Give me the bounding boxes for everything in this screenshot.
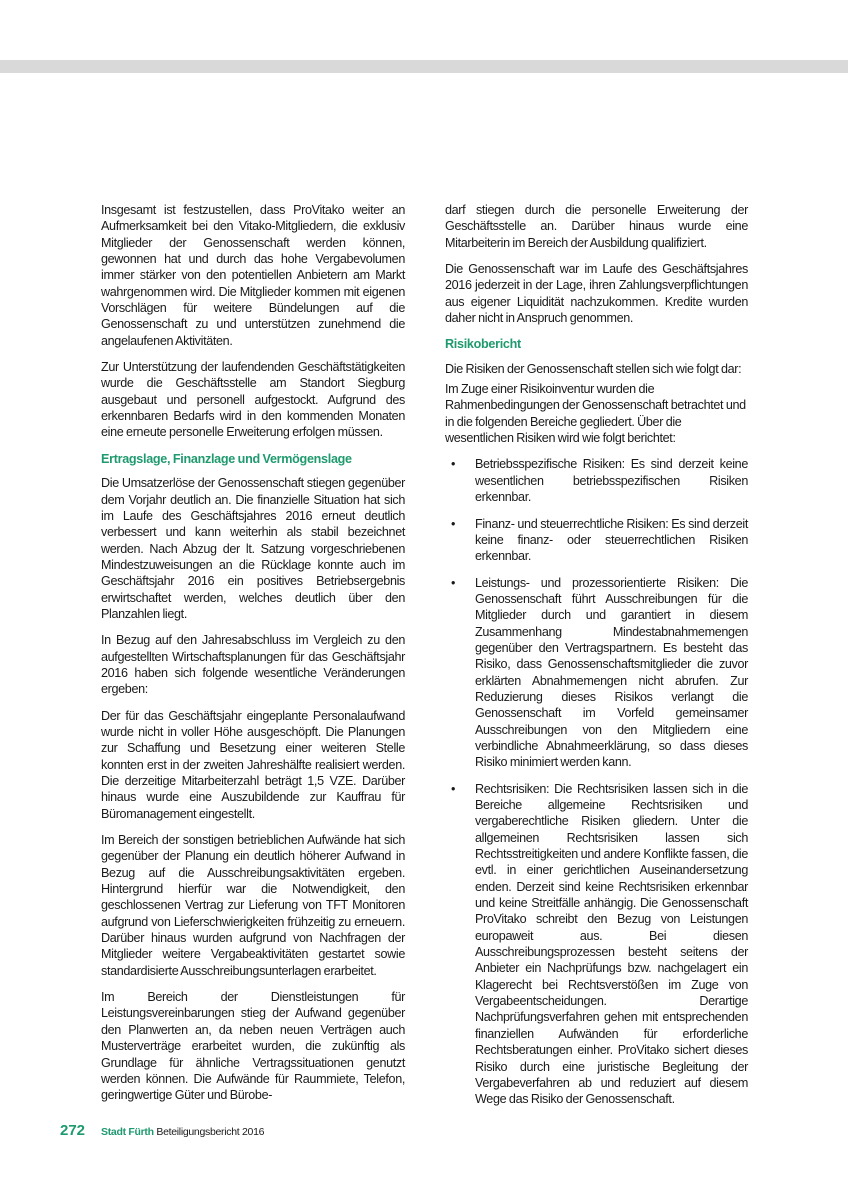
paragraph: In Bezug auf den Jahresabschluss im Vergleich zu den aufgestellten Wirtschaftsplanungen für das Geschäftsjahr 2016 haben sich folgende wesentliche Veränderungen ergeben: <box>101 633 405 697</box>
left-column <box>101 202 405 1114</box>
paragraph: Insgesamt ist festzustellen, dass ProVitako weiter an Aufmerksamkeit bei den Vitako-Mitgliedern, die exklusiv Mitglieder der Genossenschaft werden können, gewonnen hat und durch das hohe Vergabevolumen immer stärker von den potentiellen Anbietern am Markt wahrgenommen wird. Die Mitglieder kommen mit eigenen Vorschlägen für weitere Bündelungen auf die Genossenschaft zu und unterstützen zunehmend die angelaufenen Aktivitäten. <box>101 203 405 348</box>
list-item <box>445 456 748 505</box>
bullet-icon: • <box>451 516 456 531</box>
list-item <box>445 781 748 1108</box>
bullet-icon: • <box>451 575 456 590</box>
paragraph: Im Bereich der Dienstleistungen für Leistungsvereinbarungen stieg der Aufwand gegenüber den Planwerten an, da neben neuen Verträgen auch Musterverträge erarbeitet wurden, die zukünftig als Grundlage für ähnliche Vertragssituationen genutzt werden können. Die Aufwände für Raummiete, Telefon, geringwertige Güter und Bürobe- <box>101 990 405 1103</box>
footer-title <box>101 1126 264 1138</box>
page-number: 272 <box>60 1122 86 1139</box>
list-item-text: Rechtsrisiken: Die Rechtsrisiken lassen sich in die Bereiche allgemeine Rechtsrisiken und vergaberechtliche Risiken gliedern. Unter die allgemeinen Rechtsrisiken lassen sich Rechtsstreitigkeiten und andere Konflikte fassen, die evtl. in einer gerichtlichen Auseinandersetzung enden. Derzeit sind keine Rechtsrisiken erkennbar und keine Streitfälle anhängig. Die Genossenschaft ProVitako schreibt den Bezug von Leistungen europaweit aus. Bei diesen Ausschreibungsprozessen besteht seitens der Anbieter ein Nachprüfungs bzw. nachgelagert ein Klagerecht bei Rechtsverstößen im Zuge von Vergabeentscheidungen. Derartige Nachprüfungsverfahren gehen mit entsprechenden finanziellen Aufwänden für erforderliche Rechtsberatungen einher. ProVitako sichert dieses Risiko durch eine juristische Begleitung der Vergabeverfahren ab und reduziert auf diesem Wege das Risiko der Genossenschaft. <box>475 781 748 1107</box>
footer-brand: Stadt Fürth <box>101 1126 154 1138</box>
paragraph: Zur Unterstützung der laufendenden Geschäftstätigkeiten wurde die Geschäftsstelle am Standort Siegburg ausgebaut und personell aufgestockt. Aufgrund des erkennbaren Bedarfs wird in den kommenden Monaten eine erneute personelle Erweiterung erfolgen müssen. <box>101 360 405 440</box>
paragraph: Im Zuge einer Risikoinventur wurden die Rahmenbedingungen der Genossenschaft betrachtet und in die folgenden Bereiche gegliedert. Über die wesentlichen Risiken wird wie folgt berichtet: <box>445 382 746 446</box>
paragraph: darf stiegen durch die personelle Erweiterung der Geschäftsstelle an. Darüber hinaus wurde eine Mitarbeiterin im Bereich der Ausbildung qualifiziert. <box>445 203 748 250</box>
paragraph: Die Risiken der Genossenschaft stellen sich wie folgt dar: <box>445 361 742 376</box>
footer-report-title: Beteiligungsbericht 2016 <box>156 1126 265 1138</box>
paragraph: Der für das Geschäftsjahr eingeplante Personalaufwand wurde nicht in voller Höhe ausgeschöpft. Die Planungen zur Schaffung und Besetzung einer weiteren Stelle konnten erst in der zweiten Jahreshälfte realisiert werden. Die derzeitige Mitarbeiterzahl beträgt 1,5 VZE. Darüber hinaus wurde eine Auszubildende zur Kauffrau für Büromanagement eingestellt. <box>101 708 405 821</box>
section-heading: Risikobericht <box>445 337 521 352</box>
list-item <box>445 516 748 565</box>
bullet-icon: • <box>451 781 456 796</box>
paragraph: Die Genossenschaft war im Laufe des Geschäftsjahres 2016 jederzeit in der Lage, ihren Zahlungsverpflichtungen aus eigener Liquidität nachzukommen. Kredite wurden daher nicht in Anspruch genommen. <box>445 262 748 326</box>
page-footer <box>60 1122 264 1139</box>
right-column <box>445 202 748 1118</box>
list-item-text: Finanz- und steuerrechtliche Risiken: Es sind derzeit keine finanz- oder steuerrechtlichen Risiken erkennbar. <box>475 516 748 564</box>
bullet-icon: • <box>451 457 456 472</box>
list-item-text: Leistungs- und prozessorientierte Risiken: Die Genossenschaft führt Ausschreibungen für die Mitglieder durch und garantiert in diesem Zusammenhang Mindestabnahmemengen gegenüber den Vertragspartnern. Es besteht das Risiko, dass Genossenschaftsmitglieder die zuvor erklärten Abnahmemengen nicht abrufen. Zur Reduzierung dieses Risikos verlangt die Genossenschaft im Vorfeld gemeinsamer Ausschreibungen von den Mitgliedern eine verbindliche Abnahmeerklärung, so dass dieses Risiko minimiert werden kann. <box>475 575 748 770</box>
top-bar <box>0 60 848 73</box>
section-heading: Ertragslage, Finanzlage und Vermögenslage <box>101 451 352 466</box>
list-item <box>445 575 748 771</box>
risk-list <box>445 456 748 1107</box>
list-item-text: Betriebsspezifische Risiken: Es sind derzeit keine wesentlichen betriebsspezifischen Risiken erkennbar. <box>475 457 748 505</box>
paragraph: Die Umsatzerlöse der Genossenschaft stiegen gegenüber dem Vorjahr deutlich an. Die finanzielle Situation hat sich im Laufe des Geschäftsjahres 2016 erneut deutlich verbessert und kann weiterhin als stabil bezeichnet werden. Nach Abzug der lt. Satzung vorgeschriebenen Mindestzuweisungen an die Rücklage konnte auch im Geschäftsjahr 2016 ein positives Betriebsergebnis erwirtschaftet werden, welches deutlich über den Planzahlen liegt. <box>101 476 405 621</box>
paragraph: Im Bereich der sonstigen betrieblichen Aufwände hat sich gegenüber der Planung ein deutlich höherer Aufwand in Bezug auf die Ausschreibungsaktivitäten ergeben. Hintergrund hierfür war die Notwendigkeit, den geschlossenen Vertrag zur Lieferung von TFT Monitoren aufgrund von Lieferschwierigkeiten frühzeitig zu erneuern. Darüber hinaus wurden aufgrund von Nachfragen der Mitglieder weitere Vergabeaktivitäten gestartet sowie standardisierte Ausschreibungsunterlagen erarbeitet. <box>101 833 405 978</box>
